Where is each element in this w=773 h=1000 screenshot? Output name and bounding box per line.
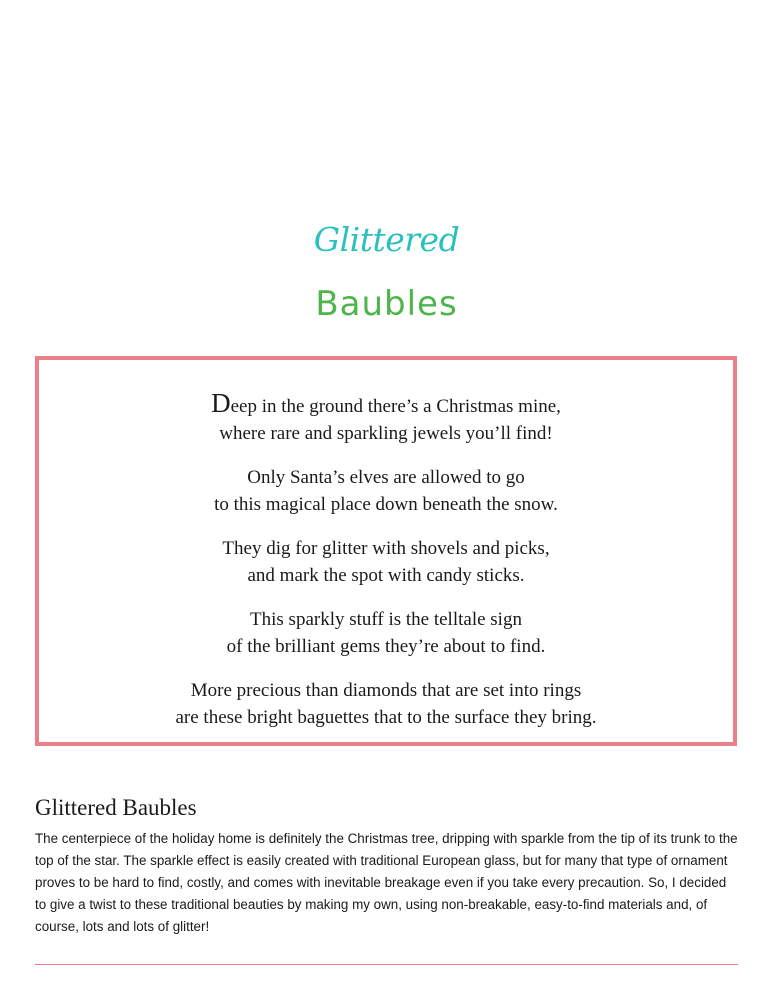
section-heading: Glittered Baubles: [35, 795, 197, 820]
section-body: The centerpiece of the holiday home is definitely the Christmas tree, dripping with sparkle from the tip of its trunk to the top of the star. The sparkle effect is easily created with traditional European glass, but for many that type of ornament proves to be hard to find, costly, and comes with inevitable breakage even if you take every precaution. So, I decided to give a twist to these traditional beauties by making my own, using non-breakable, easy-to-find materials and, of course, lots and lots of glitter!: [35, 831, 738, 934]
drop-cap: D: [211, 388, 231, 418]
poem-line-text: eep in the ground there’s a Christmas mine,: [230, 396, 561, 417]
poem-stanza: [39, 535, 733, 589]
poem-line: More precious than diamonds that are set into rings: [190, 680, 582, 701]
poem-line: Only Santa’s elves are allowed to go: [247, 467, 525, 488]
poem-line: to this magical place down beneath the snow.: [214, 494, 558, 515]
poem-stanza: [39, 606, 733, 660]
poem-line: of the brilliant gems they’re about to find.: [226, 636, 546, 657]
poem-line: are these bright baguettes that to the surface they bring.: [175, 707, 597, 728]
poem-stanza: [39, 464, 733, 518]
poem-stanza: [39, 390, 733, 447]
poem: [39, 390, 733, 748]
poem-line: This sparkly stuff is the telltale sign: [250, 609, 522, 630]
poem-line: and mark the spot with candy sticks.: [247, 565, 525, 586]
poem-stanza: [39, 677, 733, 731]
poem-line: They dig for glitter with shovels and picks,: [222, 538, 550, 559]
title-script: Glittered: [313, 220, 460, 259]
poem-line: where rare and sparkling jewels you’ll find!: [219, 423, 553, 444]
poem-box: [35, 356, 737, 746]
poem-line: [39, 390, 733, 420]
divider: [35, 964, 738, 965]
page-title: Baubles: [315, 284, 458, 324]
